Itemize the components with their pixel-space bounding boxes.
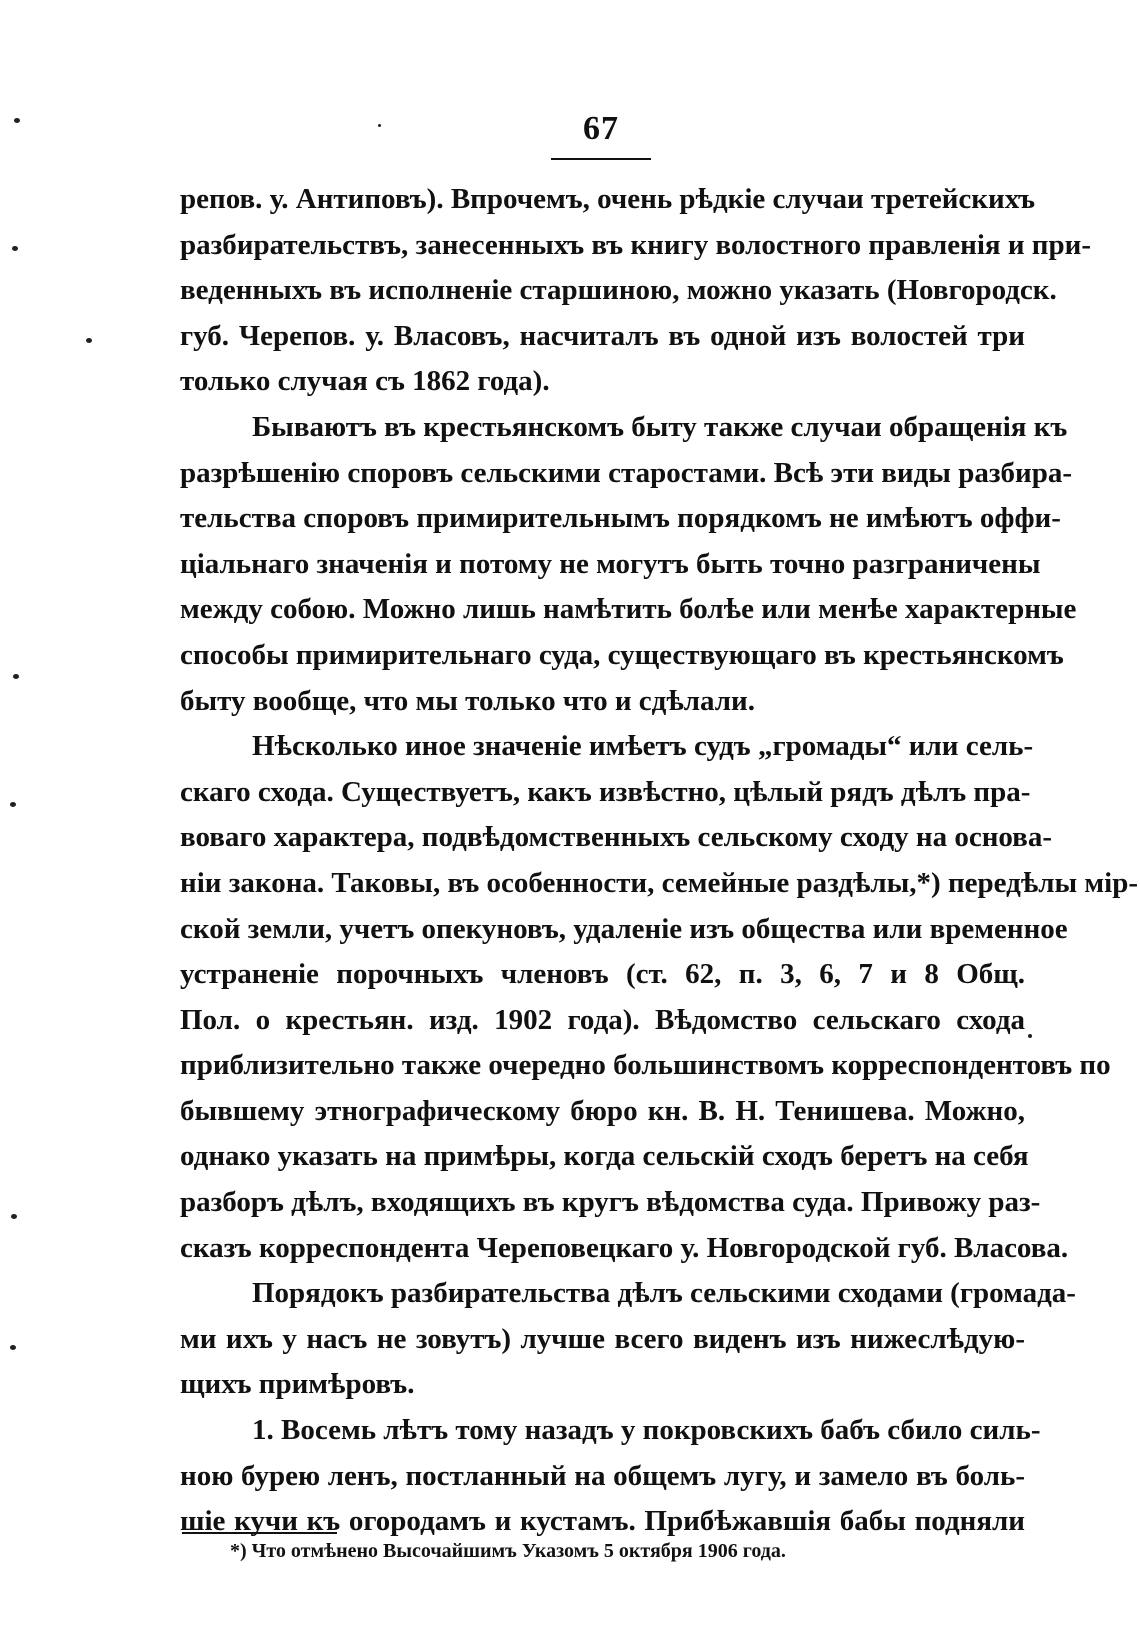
text-line: ми ихъ у насъ не зовутъ) лучше всего виденъ изъ нижеслѣдую- bbox=[180, 1322, 1025, 1355]
scan-speck bbox=[12, 246, 18, 251]
page-number-rule bbox=[551, 158, 651, 160]
body-text bbox=[180, 177, 1138, 1545]
scan-speck bbox=[13, 674, 19, 679]
text-line: Бываютъ въ крестьянскомъ быту также случаи обращенія къ bbox=[252, 410, 1068, 443]
footnote: *) Что отмѣнено Высочайшимъ Указомъ 5 октября 1906 года. bbox=[230, 1540, 786, 1562]
text-line: Пол. о крестьян. изд. 1902 года). Вѣдомство сельскаго схода bbox=[180, 1003, 1025, 1036]
text-line: шіе кучи къ огородамъ и кустамъ. Прибѣжавшія бабы подняли bbox=[180, 1505, 1025, 1538]
scan-speck bbox=[14, 118, 20, 123]
text-line: устраненіе порочныхъ членовъ (ст. 62, п. 3, 6, 7 и 8 Общ. bbox=[180, 958, 1025, 991]
text-line: воваго характера, подвѣдомственныхъ сельскому сходу на основа- bbox=[180, 821, 1052, 854]
text-line: разбирательствъ, занесенныхъ въ книгу волостного правленія и при- bbox=[180, 228, 1091, 261]
scan-speck bbox=[11, 1214, 17, 1219]
scan-speck bbox=[1028, 1034, 1032, 1038]
text-line: разрѣшенію споровъ сельскими старостами. Всѣ эти виды разбира- bbox=[180, 456, 1072, 489]
page-number: 67 bbox=[583, 110, 619, 147]
text-line: веденныхъ въ исполненіе старшиною, можно указать (Новгородск. bbox=[180, 274, 1057, 307]
text-line: губ. Черепов. у. Власовъ, насчиталъ въ одной изъ волостей три bbox=[180, 319, 1025, 352]
text-line: ціальнаго значенія и потому не могутъ быть точно разграничены bbox=[180, 547, 1041, 580]
text-line: однако указать на примѣры, когда сельскій сходъ беретъ на себя bbox=[180, 1140, 1029, 1173]
text-line: ніи закона. Таковы, въ особенности, семейные раздѣлы,*) передѣлы мір- bbox=[180, 866, 1138, 899]
text-line: между собою. Можно лишь намѣтить болѣе или менѣе характерные bbox=[180, 593, 1077, 626]
text-line: разборъ дѣлъ, входящихъ въ кругъ вѣдомства суда. Привожу раз- bbox=[180, 1186, 1041, 1219]
text-line: только случая съ 1862 года). bbox=[180, 365, 550, 398]
text-line: Нѣсколько иное значеніе имѣетъ судъ „громады“ или сель- bbox=[252, 730, 1034, 763]
text-line: репов. у. Антиповъ). Впрочемъ, очень рѣдкіе случаи третейскихъ bbox=[180, 183, 1035, 215]
text-line: тельства споровъ примирительнымъ порядкомъ не имѣютъ оффи- bbox=[180, 502, 1061, 535]
text-line: ною бурею ленъ, постланный на общемъ лугу, и замело въ боль- bbox=[180, 1459, 1025, 1492]
scan-speck bbox=[378, 124, 381, 127]
text-line: щихъ примѣровъ. bbox=[180, 1368, 415, 1401]
scan-speck bbox=[10, 802, 16, 807]
text-line: бывшему этнографическому бюро кн. В. Н. Тенишева. Можно, bbox=[180, 1094, 1025, 1127]
text-line: скаго схода. Существуетъ, какъ извѣстно, цѣлый рядъ дѣлъ пра- bbox=[180, 775, 1031, 808]
text-line: Порядокъ разбирательства дѣлъ сельскими сходами (громада- bbox=[252, 1277, 1076, 1310]
scan-speck bbox=[10, 1345, 16, 1350]
text-line: способы примирительнаго суда, существующаго въ крестьянскомъ bbox=[180, 638, 1064, 671]
text-line: быту вообще, что мы только что и сдѣлали. bbox=[180, 684, 755, 717]
text-line: ской земли, учетъ опекуновъ, удаленіе изъ общества или временное bbox=[180, 912, 1068, 945]
text-line: 1. Восемь лѣтъ тому назадъ у покровскихъ бабъ сбило силь- bbox=[252, 1414, 1041, 1447]
text-line: приблизительно также очередно большинствомъ корреспондентовъ по bbox=[180, 1049, 1111, 1082]
footnote-rule bbox=[182, 1532, 337, 1534]
text-line: сказъ корреспондента Череповецкаго у. Новгородской губ. Власова. bbox=[180, 1231, 1069, 1264]
scan-speck bbox=[86, 338, 92, 343]
